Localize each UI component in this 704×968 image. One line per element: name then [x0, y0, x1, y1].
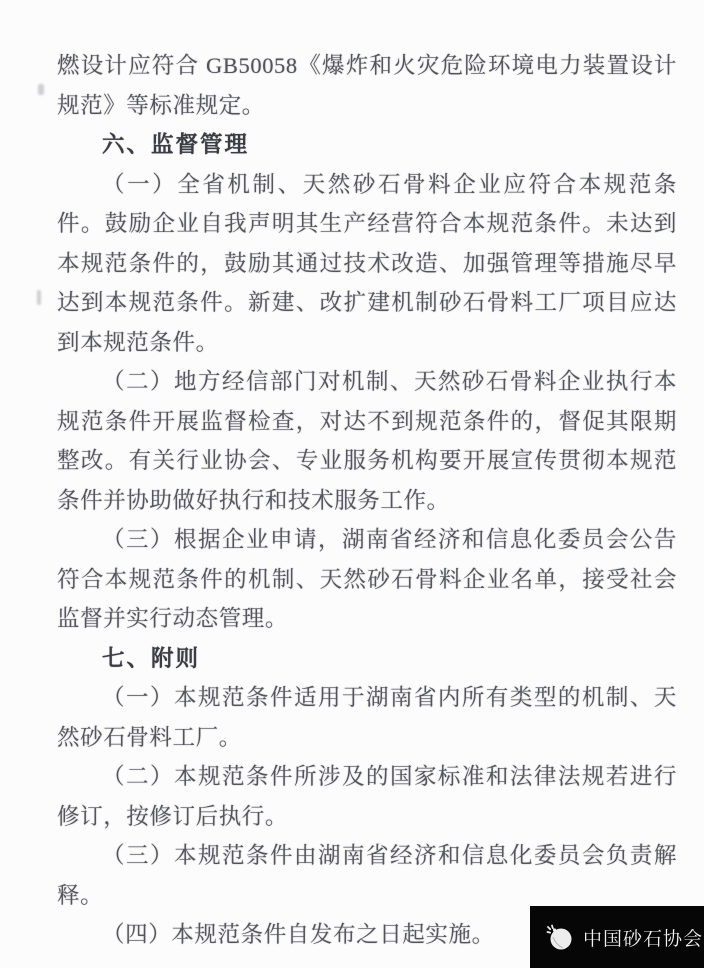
association-watermark-bar	[530, 906, 704, 968]
paragraph-continuation: 燃设计应符合 GB50058《爆炸和火灾危险环境电力装置设计规范》等标准规定。	[57, 53, 677, 118]
document-text-block	[57, 46, 677, 955]
paragraph-supervision-2: （二）地方经信部门对机制、天然砂石骨料企业执行本规范条件开展监督检查，对达不到规范条件的，督促其限期整改。有关行业协会、专业服务机构要开展宣传贯彻本规范条件并协助做好执行和技术服务工作。	[57, 369, 677, 513]
paragraph-appendix-2: （二）本规范条件所涉及的国家标准和法律法规若进行修订，按修订后执行。	[57, 764, 677, 829]
scan-artifact	[38, 84, 44, 95]
paragraph-supervision-3: （三）根据企业申请，湖南省经济和信息化委员会公告符合本规范条件的机制、天然砂石骨料企业名单，接受社会监督并实行动态管理。	[57, 527, 677, 631]
paragraph-supervision-1: （一）全省机制、天然砂石骨料企业应符合本规范条件。鼓励企业自我声明其生产经营符合本规范条件。未达到本规范条件的，鼓励其通过技术改造、加强管理等措施尽早达到本规范条件。新建、改扩建机制砂石骨料工厂项目应达到本规范条件。	[57, 171, 677, 355]
scan-artifact	[37, 290, 41, 305]
section-heading-supervision: 六、监督管理	[102, 132, 250, 157]
paragraph-appendix-4: （四）本规范条件自发布之日起实施。	[102, 922, 495, 947]
paragraph-appendix-1: （一）本规范条件适用于湖南省内所有类型的机制、天然砂石骨料工厂。	[57, 685, 677, 750]
section-heading-appendix: 七、附则	[102, 645, 201, 671]
association-logo-icon	[543, 921, 575, 953]
paragraph-appendix-3: （三）本规范条件由湖南省经济和信息化委员会负责解释。	[57, 843, 677, 908]
association-name: 中国砂石协会	[583, 928, 704, 950]
